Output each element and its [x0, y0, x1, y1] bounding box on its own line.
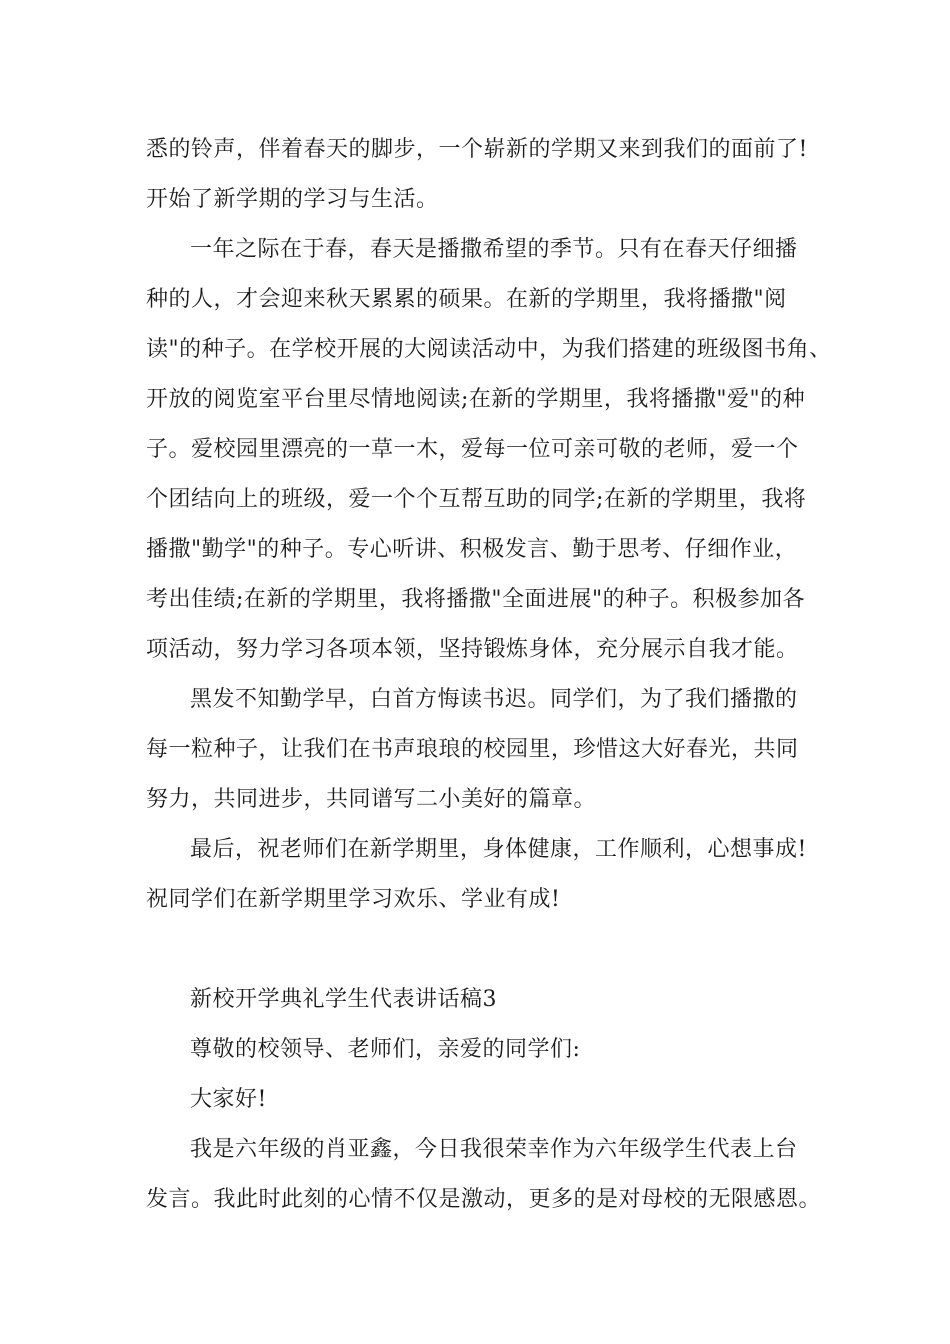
paragraph-first-line: 我是六年级的肖亚鑫，今日我很荣幸作为六年级学生代表上台 [190, 1137, 798, 1162]
greeting: 大家好! [190, 1087, 267, 1112]
text-line: 子。爱校园里漂亮的一草一木，爱每一位可亲可敬的老师，爱一个 [146, 437, 799, 462]
text-line: 努力，共同进步，共同谱写二小美好的篇章。 [146, 787, 597, 812]
text-line: 个团结向上的班级，爱一个个互帮互助的同学;在新的学期里，我将 [146, 487, 807, 512]
section-title: 新校开学典礼学生代表讲话稿3 [190, 987, 497, 1012]
text-line: 发言。我此时此刻的心情不仅是激动，更多的是对母校的无限感恩。 [146, 1187, 822, 1212]
text-line: 悉的铃声，伴着春天的脚步，一个崭新的学期又来到我们的面前了! [146, 137, 808, 162]
paragraph-first-line: 最后，祝老师们在新学期里，身体健康，工作顺利，心想事成! [190, 837, 807, 862]
text-line: 播撒"勤学"的种子。专心听讲、积极发言、勤于思考、仔细作业， [146, 537, 798, 562]
paragraph-first-line: 黑发不知勤学早，白首方悔读书迟。同学们，为了我们播撒的 [190, 687, 798, 712]
salutation: 尊敬的校领导、老师们，亲爱的同学们: [190, 1037, 581, 1062]
paragraph-first-line: 一年之际在于春，春天是播撒希望的季节。只有在春天仔细播 [190, 237, 798, 262]
text-line: 种的人，才会迎来秋天累累的硕果。在新的学期里，我将播撒"阅 [146, 287, 787, 312]
text-line: 开始了新学期的学习与生活。 [146, 187, 439, 212]
text-line: 项活动，努力学习各项本领，坚持锻炼身体，充分展示自我才能。 [146, 637, 799, 662]
text-line: 读"的种子。在学校开展的大阅读活动中，为我们搭建的班级图书角、 [146, 337, 832, 362]
text-line: 考出佳绩;在新的学期里，我将播撒"全面进展"的种子。积极参加各 [146, 587, 806, 612]
text-line: 开放的阅览室平台里尽情地阅读;在新的学期里，我将播撒"爱"的种 [146, 387, 806, 412]
text-line: 每一粒种子，让我们在书声琅琅的校园里，珍惜这大好春光，共同 [146, 737, 799, 762]
text-line: 祝同学们在新学期里学习欢乐、学业有成! [146, 887, 561, 912]
